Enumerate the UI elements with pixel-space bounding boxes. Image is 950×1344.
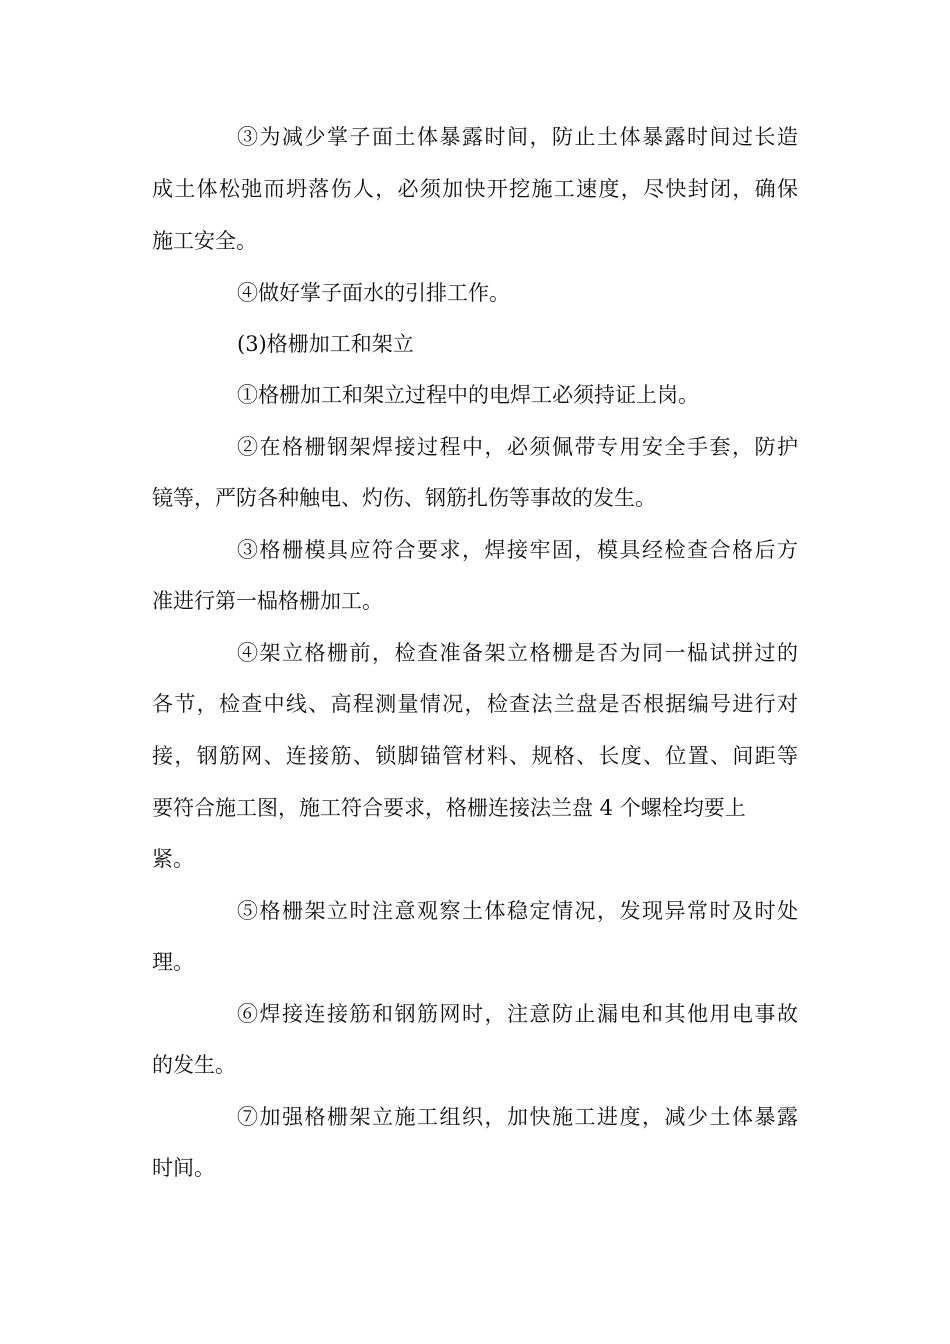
section-heading: (3)格栅加工和架立 [237, 332, 414, 356]
text-line: 接，钢筋网、连接筋、锁脚锚管材料、规格、长度、位置、间距等 [152, 744, 798, 768]
text-line: ④架立格栅前，检查准备架立格栅是否为同一榀试拼过的 [237, 641, 798, 665]
text-line: 的发生。 [152, 1053, 236, 1077]
text-line: 各节，检查中线、高程测量情况，检查法兰盘是否根据编号进行对 [152, 692, 798, 716]
text-line: 成土体松弛而坍落伤人，必须加快开挖施工速度，尽快封闭，确保 [152, 177, 798, 201]
text-line: 要符合施工图，施工符合要求，格栅连接法兰盘 4 个螺栓均要上 [152, 796, 746, 820]
text-line: 理。 [152, 950, 194, 974]
text-line: ④做好掌子面水的引排工作。 [237, 281, 510, 305]
text-line: ②在格栅钢架焊接过程中，必须佩带专用安全手套，防护 [237, 435, 798, 459]
text-line: 时间。 [152, 1156, 215, 1180]
text-line: ③格栅模具应符合要求，焊接牢固，模具经检查合格后方 [237, 538, 798, 562]
text-line: 镜等，严防各种触电、灼伤、钢筋扎伤等事故的发生。 [152, 486, 656, 510]
text-line: 准进行第一榀格栅加工。 [152, 589, 383, 613]
text-line: ③为减少掌子面土体暴露时间，防止土体暴露时间过长造 [237, 125, 798, 149]
text-line: 紧。 [152, 847, 194, 871]
text-line: 施工安全。 [152, 229, 257, 253]
text-line: ⑦加强格栅架立施工组织，加快施工进度，减少土体暴露 [237, 1105, 798, 1129]
text-line: ①格栅加工和架立过程中的电焊工必须持证上岗。 [237, 383, 699, 407]
text-line: ⑤格栅架立时注意观察土体稳定情况，发现异常时及时处 [237, 899, 798, 923]
text-line: ⑥焊接连接筋和钢筋网时，注意防止漏电和其他用电事故 [237, 1002, 798, 1026]
